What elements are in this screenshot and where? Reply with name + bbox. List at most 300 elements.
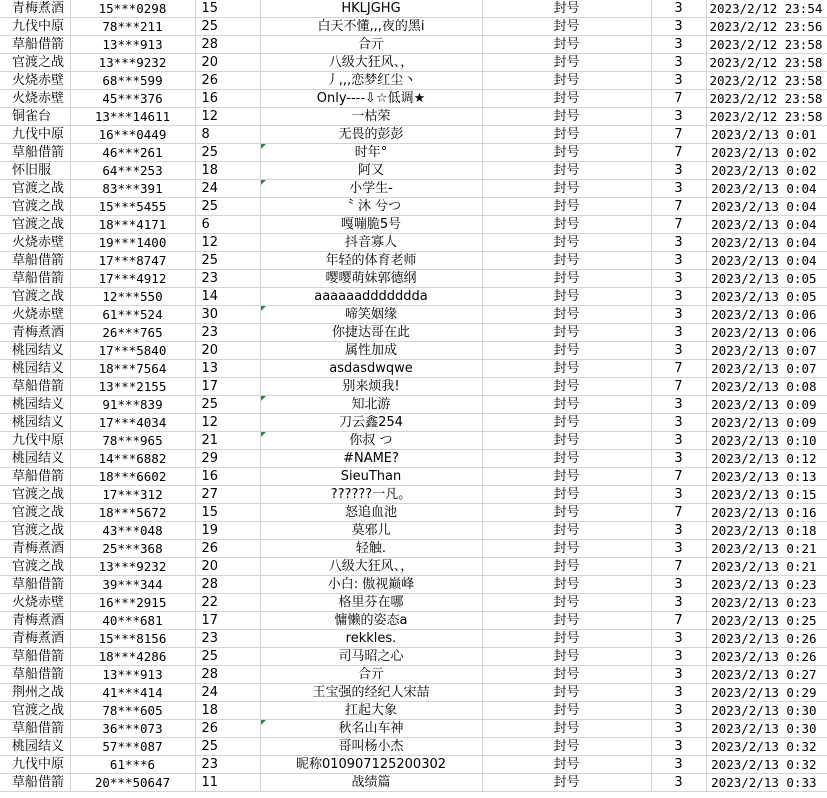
cell-status[interactable]: 封号 bbox=[482, 180, 651, 198]
cell-status[interactable]: 封号 bbox=[482, 270, 651, 288]
cell-timestamp[interactable]: 2023/2/13 0:05 bbox=[706, 288, 827, 306]
cell-ban-days[interactable]: 7 bbox=[651, 198, 706, 216]
cell-server[interactable]: 桃园结义 bbox=[0, 342, 70, 360]
cell-server[interactable]: 官渡之战 bbox=[0, 288, 70, 306]
cell-timestamp[interactable]: 2023/2/13 0:30 bbox=[706, 720, 827, 738]
cell-timestamp[interactable]: 2023/2/13 0:32 bbox=[706, 756, 827, 774]
cell-status[interactable]: 封号 bbox=[482, 90, 651, 108]
cell-server[interactable]: 草船借箭 bbox=[0, 576, 70, 594]
cell-account-id[interactable]: 46***261 bbox=[70, 144, 195, 162]
cell-level[interactable]: 23 bbox=[195, 756, 260, 774]
cell-server[interactable]: 青梅煮酒 bbox=[0, 612, 70, 630]
cell-server[interactable]: 九伐中原 bbox=[0, 18, 70, 36]
cell-level[interactable]: 26 bbox=[195, 720, 260, 738]
cell-account-id[interactable]: 40***681 bbox=[70, 612, 195, 630]
cell-status[interactable]: 封号 bbox=[482, 540, 651, 558]
cell-ban-days[interactable]: 3 bbox=[651, 648, 706, 666]
cell-status[interactable]: 封号 bbox=[482, 558, 651, 576]
cell-account-id[interactable]: 36***073 bbox=[70, 720, 195, 738]
cell-server[interactable]: 草船借箭 bbox=[0, 720, 70, 738]
cell-ban-days[interactable]: 3 bbox=[651, 540, 706, 558]
cell-level[interactable]: 6 bbox=[195, 216, 260, 234]
cell-timestamp[interactable]: 2023/2/12 23:58 bbox=[706, 72, 827, 90]
cell-timestamp[interactable]: 2023/2/13 0:16 bbox=[706, 504, 827, 522]
cell-level[interactable]: 26 bbox=[195, 540, 260, 558]
cell-timestamp[interactable]: 2023/2/12 23:56 bbox=[706, 18, 827, 36]
cell-ban-days[interactable]: 3 bbox=[651, 54, 706, 72]
cell-nickname[interactable]: 〝 沐 兮つ bbox=[260, 198, 482, 216]
cell-level[interactable]: 26 bbox=[195, 72, 260, 90]
cell-status[interactable]: 封号 bbox=[482, 306, 651, 324]
cell-server[interactable]: 荆州之战 bbox=[0, 684, 70, 702]
cell-timestamp[interactable]: 2023/2/13 0:06 bbox=[706, 324, 827, 342]
cell-ban-days[interactable]: 7 bbox=[651, 144, 706, 162]
cell-timestamp[interactable]: 2023/2/13 0:04 bbox=[706, 198, 827, 216]
cell-server[interactable]: 怀旧服 bbox=[0, 162, 70, 180]
cell-status[interactable]: 封号 bbox=[482, 486, 651, 504]
cell-server[interactable]: 官渡之战 bbox=[0, 216, 70, 234]
cell-ban-days[interactable]: 7 bbox=[651, 216, 706, 234]
cell-level[interactable]: 12 bbox=[195, 108, 260, 126]
cell-account-id[interactable]: 13***913 bbox=[70, 666, 195, 684]
cell-server[interactable]: 草船借箭 bbox=[0, 252, 70, 270]
cell-account-id[interactable]: 18***5672 bbox=[70, 504, 195, 522]
cell-nickname[interactable]: 属性加成 bbox=[260, 342, 482, 360]
cell-level[interactable]: 18 bbox=[195, 702, 260, 720]
cell-nickname[interactable]: 慵懒的姿态a bbox=[260, 612, 482, 630]
cell-account-id[interactable]: 41***414 bbox=[70, 684, 195, 702]
cell-timestamp[interactable]: 2023/2/13 0:15 bbox=[706, 486, 827, 504]
cell-nickname[interactable]: aaaaaaddddddda bbox=[260, 288, 482, 306]
cell-timestamp[interactable]: 2023/2/13 0:02 bbox=[706, 162, 827, 180]
cell-status[interactable]: 封号 bbox=[482, 288, 651, 306]
cell-ban-days[interactable]: 3 bbox=[651, 180, 706, 198]
cell-status[interactable]: 封号 bbox=[482, 774, 651, 792]
cell-status[interactable]: 封号 bbox=[482, 18, 651, 36]
cell-status[interactable]: 封号 bbox=[482, 216, 651, 234]
cell-account-id[interactable]: 43***048 bbox=[70, 522, 195, 540]
cell-level[interactable]: 25 bbox=[195, 198, 260, 216]
cell-nickname[interactable]: 一枯荣 bbox=[260, 108, 482, 126]
cell-status[interactable]: 封号 bbox=[482, 648, 651, 666]
cell-level[interactable]: 12 bbox=[195, 234, 260, 252]
cell-account-id[interactable]: 25***368 bbox=[70, 540, 195, 558]
cell-server[interactable]: 火烧赤壁 bbox=[0, 594, 70, 612]
cell-server[interactable]: 桃园结义 bbox=[0, 738, 70, 756]
cell-server[interactable]: 草船借箭 bbox=[0, 144, 70, 162]
cell-account-id[interactable]: 18***4171 bbox=[70, 216, 195, 234]
cell-account-id[interactable]: 78***965 bbox=[70, 432, 195, 450]
cell-status[interactable]: 封号 bbox=[482, 162, 651, 180]
cell-level[interactable]: 16 bbox=[195, 468, 260, 486]
cell-ban-days[interactable]: 3 bbox=[651, 18, 706, 36]
cell-ban-days[interactable]: 3 bbox=[651, 594, 706, 612]
cell-status[interactable]: 封号 bbox=[482, 414, 651, 432]
cell-server[interactable]: 草船借箭 bbox=[0, 270, 70, 288]
cell-timestamp[interactable]: 2023/2/13 0:26 bbox=[706, 630, 827, 648]
cell-account-id[interactable]: 13***2155 bbox=[70, 378, 195, 396]
cell-level[interactable]: 20 bbox=[195, 558, 260, 576]
cell-ban-days[interactable]: 3 bbox=[651, 234, 706, 252]
cell-nickname[interactable]: 啼笑姻缘 bbox=[260, 306, 482, 324]
cell-timestamp[interactable]: 2023/2/13 0:05 bbox=[706, 270, 827, 288]
cell-account-id[interactable]: 61***6 bbox=[70, 756, 195, 774]
cell-server[interactable]: 草船借箭 bbox=[0, 666, 70, 684]
cell-level[interactable]: 23 bbox=[195, 270, 260, 288]
cell-server[interactable]: 草船借箭 bbox=[0, 774, 70, 792]
cell-server[interactable]: 官渡之战 bbox=[0, 54, 70, 72]
cell-timestamp[interactable]: 2023/2/13 0:32 bbox=[706, 738, 827, 756]
cell-level[interactable]: 24 bbox=[195, 684, 260, 702]
cell-timestamp[interactable]: 2023/2/13 0:33 bbox=[706, 774, 827, 792]
cell-level[interactable]: 8 bbox=[195, 126, 260, 144]
cell-account-id[interactable]: 45***376 bbox=[70, 90, 195, 108]
cell-timestamp[interactable]: 2023/2/13 0:04 bbox=[706, 234, 827, 252]
cell-status[interactable]: 封号 bbox=[482, 378, 651, 396]
cell-server[interactable]: 草船借箭 bbox=[0, 648, 70, 666]
cell-timestamp[interactable]: 2023/2/13 0:21 bbox=[706, 558, 827, 576]
cell-nickname[interactable]: Only----⇩☆低调★ bbox=[260, 90, 482, 108]
cell-account-id[interactable]: 26***765 bbox=[70, 324, 195, 342]
cell-nickname[interactable]: 司马昭之心 bbox=[260, 648, 482, 666]
cell-level[interactable]: 11 bbox=[195, 774, 260, 792]
cell-level[interactable]: 23 bbox=[195, 630, 260, 648]
cell-server[interactable]: 青梅煮酒 bbox=[0, 630, 70, 648]
cell-timestamp[interactable]: 2023/2/13 0:23 bbox=[706, 594, 827, 612]
cell-server[interactable]: 官渡之战 bbox=[0, 198, 70, 216]
cell-status[interactable]: 封号 bbox=[482, 72, 651, 90]
cell-level[interactable]: 25 bbox=[195, 18, 260, 36]
cell-timestamp[interactable]: 2023/2/13 0:08 bbox=[706, 378, 827, 396]
cell-account-id[interactable]: 57***087 bbox=[70, 738, 195, 756]
cell-account-id[interactable]: 12***550 bbox=[70, 288, 195, 306]
cell-nickname[interactable]: 时年° bbox=[260, 144, 482, 162]
cell-level[interactable]: 22 bbox=[195, 594, 260, 612]
cell-timestamp[interactable]: 2023/2/13 0:25 bbox=[706, 612, 827, 630]
cell-ban-days[interactable]: 3 bbox=[651, 702, 706, 720]
cell-status[interactable]: 封号 bbox=[482, 450, 651, 468]
cell-ban-days[interactable]: 7 bbox=[651, 558, 706, 576]
cell-timestamp[interactable]: 2023/2/13 0:13 bbox=[706, 468, 827, 486]
cell-nickname[interactable]: 秋名山车神 bbox=[260, 720, 482, 738]
cell-level[interactable]: 25 bbox=[195, 396, 260, 414]
cell-level[interactable]: 24 bbox=[195, 180, 260, 198]
cell-timestamp[interactable]: 2023/2/13 0:29 bbox=[706, 684, 827, 702]
cell-server[interactable]: 草船借箭 bbox=[0, 468, 70, 486]
cell-nickname[interactable]: 格里芬在哪 bbox=[260, 594, 482, 612]
cell-ban-days[interactable]: 3 bbox=[651, 486, 706, 504]
cell-timestamp[interactable]: 2023/2/13 0:30 bbox=[706, 702, 827, 720]
cell-ban-days[interactable]: 3 bbox=[651, 666, 706, 684]
cell-ban-days[interactable]: 3 bbox=[651, 684, 706, 702]
cell-timestamp[interactable]: 2023/2/13 0:07 bbox=[706, 342, 827, 360]
cell-level[interactable]: 28 bbox=[195, 576, 260, 594]
cell-account-id[interactable]: 18***6602 bbox=[70, 468, 195, 486]
cell-server[interactable]: 火烧赤壁 bbox=[0, 234, 70, 252]
cell-account-id[interactable]: 83***391 bbox=[70, 180, 195, 198]
cell-nickname[interactable]: 无畏的彭彭 bbox=[260, 126, 482, 144]
cell-server[interactable]: 火烧赤壁 bbox=[0, 72, 70, 90]
cell-status[interactable]: 封号 bbox=[482, 108, 651, 126]
cell-account-id[interactable]: 15***5455 bbox=[70, 198, 195, 216]
cell-level[interactable]: 13 bbox=[195, 360, 260, 378]
cell-nickname[interactable]: 刀云鑫254 bbox=[260, 414, 482, 432]
cell-level[interactable]: 29 bbox=[195, 450, 260, 468]
cell-status[interactable]: 封号 bbox=[482, 468, 651, 486]
cell-server[interactable]: 草船借箭 bbox=[0, 36, 70, 54]
cell-level[interactable]: 21 bbox=[195, 432, 260, 450]
cell-nickname[interactable]: 抖音寡人 bbox=[260, 234, 482, 252]
cell-status[interactable]: 封号 bbox=[482, 756, 651, 774]
cell-level[interactable]: 17 bbox=[195, 612, 260, 630]
cell-level[interactable]: 28 bbox=[195, 666, 260, 684]
cell-status[interactable]: 封号 bbox=[482, 252, 651, 270]
cell-status[interactable]: 封号 bbox=[482, 666, 651, 684]
cell-account-id[interactable]: 17***4034 bbox=[70, 414, 195, 432]
cell-status[interactable]: 封号 bbox=[482, 738, 651, 756]
cell-status[interactable]: 封号 bbox=[482, 198, 651, 216]
cell-account-id[interactable]: 17***5840 bbox=[70, 342, 195, 360]
cell-nickname[interactable]: 哥叫杨小杰 bbox=[260, 738, 482, 756]
cell-level[interactable]: 12 bbox=[195, 414, 260, 432]
cell-nickname[interactable]: 嘤嘤萌妹郭德纲 bbox=[260, 270, 482, 288]
cell-nickname[interactable]: 八级大狂风、， bbox=[260, 54, 482, 72]
cell-level[interactable]: 30 bbox=[195, 306, 260, 324]
cell-ban-days[interactable]: 3 bbox=[651, 414, 706, 432]
cell-account-id[interactable]: 78***211 bbox=[70, 18, 195, 36]
cell-ban-days[interactable]: 7 bbox=[651, 360, 706, 378]
cell-account-id[interactable]: 20***50647 bbox=[70, 774, 195, 792]
cell-timestamp[interactable]: 2023/2/13 0:18 bbox=[706, 522, 827, 540]
cell-status[interactable]: 封号 bbox=[482, 342, 651, 360]
cell-status[interactable]: 封号 bbox=[482, 630, 651, 648]
cell-nickname[interactable]: 莫邪儿 bbox=[260, 522, 482, 540]
cell-timestamp[interactable]: 2023/2/13 0:04 bbox=[706, 216, 827, 234]
cell-level[interactable]: 15 bbox=[195, 0, 260, 18]
cell-ban-days[interactable]: 7 bbox=[651, 504, 706, 522]
cell-server[interactable]: 官渡之战 bbox=[0, 486, 70, 504]
cell-ban-days[interactable]: 7 bbox=[651, 612, 706, 630]
cell-server[interactable]: 官渡之战 bbox=[0, 522, 70, 540]
cell-nickname[interactable]: 嘎嘣脆5号 bbox=[260, 216, 482, 234]
cell-account-id[interactable]: 16***0449 bbox=[70, 126, 195, 144]
cell-ban-days[interactable]: 3 bbox=[651, 738, 706, 756]
cell-account-id[interactable]: 18***4286 bbox=[70, 648, 195, 666]
cell-nickname[interactable]: 扛起大象 bbox=[260, 702, 482, 720]
cell-account-id[interactable]: 13***9232 bbox=[70, 54, 195, 72]
cell-level[interactable]: 19 bbox=[195, 522, 260, 540]
cell-ban-days[interactable]: 3 bbox=[651, 72, 706, 90]
cell-nickname[interactable]: 你捷达哥在此 bbox=[260, 324, 482, 342]
cell-status[interactable]: 封号 bbox=[482, 0, 651, 18]
cell-server[interactable]: 铜雀台 bbox=[0, 108, 70, 126]
cell-server[interactable]: 草船借箭 bbox=[0, 378, 70, 396]
cell-nickname[interactable]: HKLJGHG bbox=[260, 0, 482, 18]
cell-timestamp[interactable]: 2023/2/13 0:04 bbox=[706, 180, 827, 198]
cell-account-id[interactable]: 39***344 bbox=[70, 576, 195, 594]
cell-server[interactable]: 火烧赤壁 bbox=[0, 90, 70, 108]
cell-level[interactable]: 20 bbox=[195, 54, 260, 72]
cell-ban-days[interactable]: 3 bbox=[651, 720, 706, 738]
cell-ban-days[interactable]: 3 bbox=[651, 108, 706, 126]
cell-server[interactable]: 九伐中原 bbox=[0, 126, 70, 144]
cell-account-id[interactable]: 13***913 bbox=[70, 36, 195, 54]
cell-nickname[interactable]: 昵称010907125200302 bbox=[260, 756, 482, 774]
cell-status[interactable]: 封号 bbox=[482, 234, 651, 252]
cell-level[interactable]: 25 bbox=[195, 648, 260, 666]
cell-timestamp[interactable]: 2023/2/13 0:09 bbox=[706, 414, 827, 432]
cell-level[interactable]: 20 bbox=[195, 342, 260, 360]
cell-ban-days[interactable]: 7 bbox=[651, 378, 706, 396]
cell-status[interactable]: 封号 bbox=[482, 702, 651, 720]
cell-account-id[interactable]: 17***312 bbox=[70, 486, 195, 504]
cell-server[interactable]: 九伐中原 bbox=[0, 432, 70, 450]
cell-account-id[interactable]: 15***0298 bbox=[70, 0, 195, 18]
cell-status[interactable]: 封号 bbox=[482, 594, 651, 612]
cell-nickname[interactable]: rekkles. bbox=[260, 630, 482, 648]
cell-nickname[interactable]: SieuThan bbox=[260, 468, 482, 486]
cell-ban-days[interactable]: 3 bbox=[651, 450, 706, 468]
cell-nickname[interactable]: 丿,,,恋梦红尘丶 bbox=[260, 72, 482, 90]
cell-ban-days[interactable]: 3 bbox=[651, 396, 706, 414]
cell-account-id[interactable]: 15***8156 bbox=[70, 630, 195, 648]
cell-server[interactable]: 青梅煮酒 bbox=[0, 0, 70, 18]
cell-timestamp[interactable]: 2023/2/13 0:02 bbox=[706, 144, 827, 162]
cell-account-id[interactable]: 61***524 bbox=[70, 306, 195, 324]
cell-nickname[interactable]: 合亓 bbox=[260, 36, 482, 54]
cell-status[interactable]: 封号 bbox=[482, 144, 651, 162]
cell-ban-days[interactable]: 7 bbox=[651, 90, 706, 108]
cell-account-id[interactable]: 13***14611 bbox=[70, 108, 195, 126]
cell-account-id[interactable]: 17***8747 bbox=[70, 252, 195, 270]
cell-level[interactable]: 28 bbox=[195, 36, 260, 54]
cell-nickname[interactable]: 战绩篇 bbox=[260, 774, 482, 792]
cell-level[interactable]: 25 bbox=[195, 144, 260, 162]
cell-timestamp[interactable]: 2023/2/12 23:54 bbox=[706, 0, 827, 18]
cell-status[interactable]: 封号 bbox=[482, 360, 651, 378]
cell-status[interactable]: 封号 bbox=[482, 432, 651, 450]
cell-ban-days[interactable]: 3 bbox=[651, 576, 706, 594]
cell-server[interactable]: 青梅煮酒 bbox=[0, 324, 70, 342]
cell-timestamp[interactable]: 2023/2/13 0:10 bbox=[706, 432, 827, 450]
cell-ban-days[interactable]: 3 bbox=[651, 432, 706, 450]
cell-nickname[interactable]: 轻触. bbox=[260, 540, 482, 558]
cell-server[interactable]: 官渡之战 bbox=[0, 180, 70, 198]
cell-level[interactable]: 18 bbox=[195, 162, 260, 180]
cell-nickname[interactable]: 小学生- bbox=[260, 180, 482, 198]
cell-level[interactable]: 25 bbox=[195, 738, 260, 756]
cell-status[interactable]: 封号 bbox=[482, 54, 651, 72]
cell-server[interactable]: 官渡之战 bbox=[0, 702, 70, 720]
cell-timestamp[interactable]: 2023/2/13 0:09 bbox=[706, 396, 827, 414]
cell-level[interactable]: 14 bbox=[195, 288, 260, 306]
cell-level[interactable]: 23 bbox=[195, 324, 260, 342]
cell-status[interactable]: 封号 bbox=[482, 504, 651, 522]
cell-level[interactable]: 17 bbox=[195, 378, 260, 396]
cell-status[interactable]: 封号 bbox=[482, 684, 651, 702]
cell-nickname[interactable]: 阿又 bbox=[260, 162, 482, 180]
cell-status[interactable]: 封号 bbox=[482, 576, 651, 594]
cell-nickname[interactable]: #NAME? bbox=[260, 450, 482, 468]
cell-ban-days[interactable]: 3 bbox=[651, 288, 706, 306]
cell-timestamp[interactable]: 2023/2/12 23:58 bbox=[706, 54, 827, 72]
cell-nickname[interactable]: 小白: 傲视巅峰 bbox=[260, 576, 482, 594]
cell-account-id[interactable]: 91***839 bbox=[70, 396, 195, 414]
cell-ban-days[interactable]: 3 bbox=[651, 306, 706, 324]
cell-status[interactable]: 封号 bbox=[482, 36, 651, 54]
cell-account-id[interactable]: 19***1400 bbox=[70, 234, 195, 252]
cell-timestamp[interactable]: 2023/2/13 0:27 bbox=[706, 666, 827, 684]
cell-server[interactable]: 官渡之战 bbox=[0, 558, 70, 576]
cell-nickname[interactable]: ??????一凡。 bbox=[260, 486, 482, 504]
cell-level[interactable]: 15 bbox=[195, 504, 260, 522]
cell-timestamp[interactable]: 2023/2/13 0:01 bbox=[706, 126, 827, 144]
cell-timestamp[interactable]: 2023/2/12 23:58 bbox=[706, 36, 827, 54]
cell-ban-days[interactable]: 3 bbox=[651, 756, 706, 774]
cell-server[interactable]: 桃园结义 bbox=[0, 450, 70, 468]
cell-nickname[interactable]: 白天不懂,,,夜的黑i bbox=[260, 18, 482, 36]
cell-level[interactable]: 27 bbox=[195, 486, 260, 504]
cell-status[interactable]: 封号 bbox=[482, 126, 651, 144]
cell-account-id[interactable]: 64***253 bbox=[70, 162, 195, 180]
cell-timestamp[interactable]: 2023/2/13 0:07 bbox=[706, 360, 827, 378]
cell-ban-days[interactable]: 3 bbox=[651, 252, 706, 270]
cell-nickname[interactable]: 知北游 bbox=[260, 396, 482, 414]
cell-timestamp[interactable]: 2023/2/12 23:58 bbox=[706, 90, 827, 108]
cell-ban-days[interactable]: 3 bbox=[651, 342, 706, 360]
cell-level[interactable]: 25 bbox=[195, 252, 260, 270]
cell-status[interactable]: 封号 bbox=[482, 612, 651, 630]
cell-nickname[interactable]: 王宝强的经纪人宋喆 bbox=[260, 684, 482, 702]
cell-ban-days[interactable]: 3 bbox=[651, 324, 706, 342]
cell-timestamp[interactable]: 2023/2/12 23:58 bbox=[706, 108, 827, 126]
cell-server[interactable]: 桃园结义 bbox=[0, 414, 70, 432]
cell-timestamp[interactable]: 2023/2/13 0:26 bbox=[706, 648, 827, 666]
cell-timestamp[interactable]: 2023/2/13 0:06 bbox=[706, 306, 827, 324]
cell-server[interactable]: 桃园结义 bbox=[0, 396, 70, 414]
cell-account-id[interactable]: 68***599 bbox=[70, 72, 195, 90]
cell-server[interactable]: 官渡之战 bbox=[0, 504, 70, 522]
cell-account-id[interactable]: 17***4912 bbox=[70, 270, 195, 288]
cell-nickname[interactable]: 怒追血池 bbox=[260, 504, 482, 522]
cell-account-id[interactable]: 18***7564 bbox=[70, 360, 195, 378]
cell-server[interactable]: 桃园结义 bbox=[0, 360, 70, 378]
cell-status[interactable]: 封号 bbox=[482, 324, 651, 342]
cell-nickname[interactable]: 你叔 つ bbox=[260, 432, 482, 450]
cell-status[interactable]: 封号 bbox=[482, 720, 651, 738]
cell-account-id[interactable]: 78***605 bbox=[70, 702, 195, 720]
cell-timestamp[interactable]: 2023/2/13 0:21 bbox=[706, 540, 827, 558]
cell-server[interactable]: 火烧赤壁 bbox=[0, 306, 70, 324]
cell-timestamp[interactable]: 2023/2/13 0:23 bbox=[706, 576, 827, 594]
cell-ban-days[interactable]: 3 bbox=[651, 36, 706, 54]
cell-level[interactable]: 16 bbox=[195, 90, 260, 108]
cell-ban-days[interactable]: 3 bbox=[651, 0, 706, 18]
cell-nickname[interactable]: asdasdwqwe bbox=[260, 360, 482, 378]
cell-timestamp[interactable]: 2023/2/13 0:12 bbox=[706, 450, 827, 468]
cell-ban-days[interactable]: 3 bbox=[651, 162, 706, 180]
cell-server[interactable]: 青梅煮酒 bbox=[0, 540, 70, 558]
cell-ban-days[interactable]: 3 bbox=[651, 522, 706, 540]
cell-nickname[interactable]: 合亓 bbox=[260, 666, 482, 684]
cell-ban-days[interactable]: 3 bbox=[651, 774, 706, 792]
cell-nickname[interactable]: 别来烦我! bbox=[260, 378, 482, 396]
cell-status[interactable]: 封号 bbox=[482, 522, 651, 540]
cell-ban-days[interactable]: 3 bbox=[651, 270, 706, 288]
cell-ban-days[interactable]: 3 bbox=[651, 630, 706, 648]
cell-account-id[interactable]: 13***9232 bbox=[70, 558, 195, 576]
cell-ban-days[interactable]: 7 bbox=[651, 468, 706, 486]
